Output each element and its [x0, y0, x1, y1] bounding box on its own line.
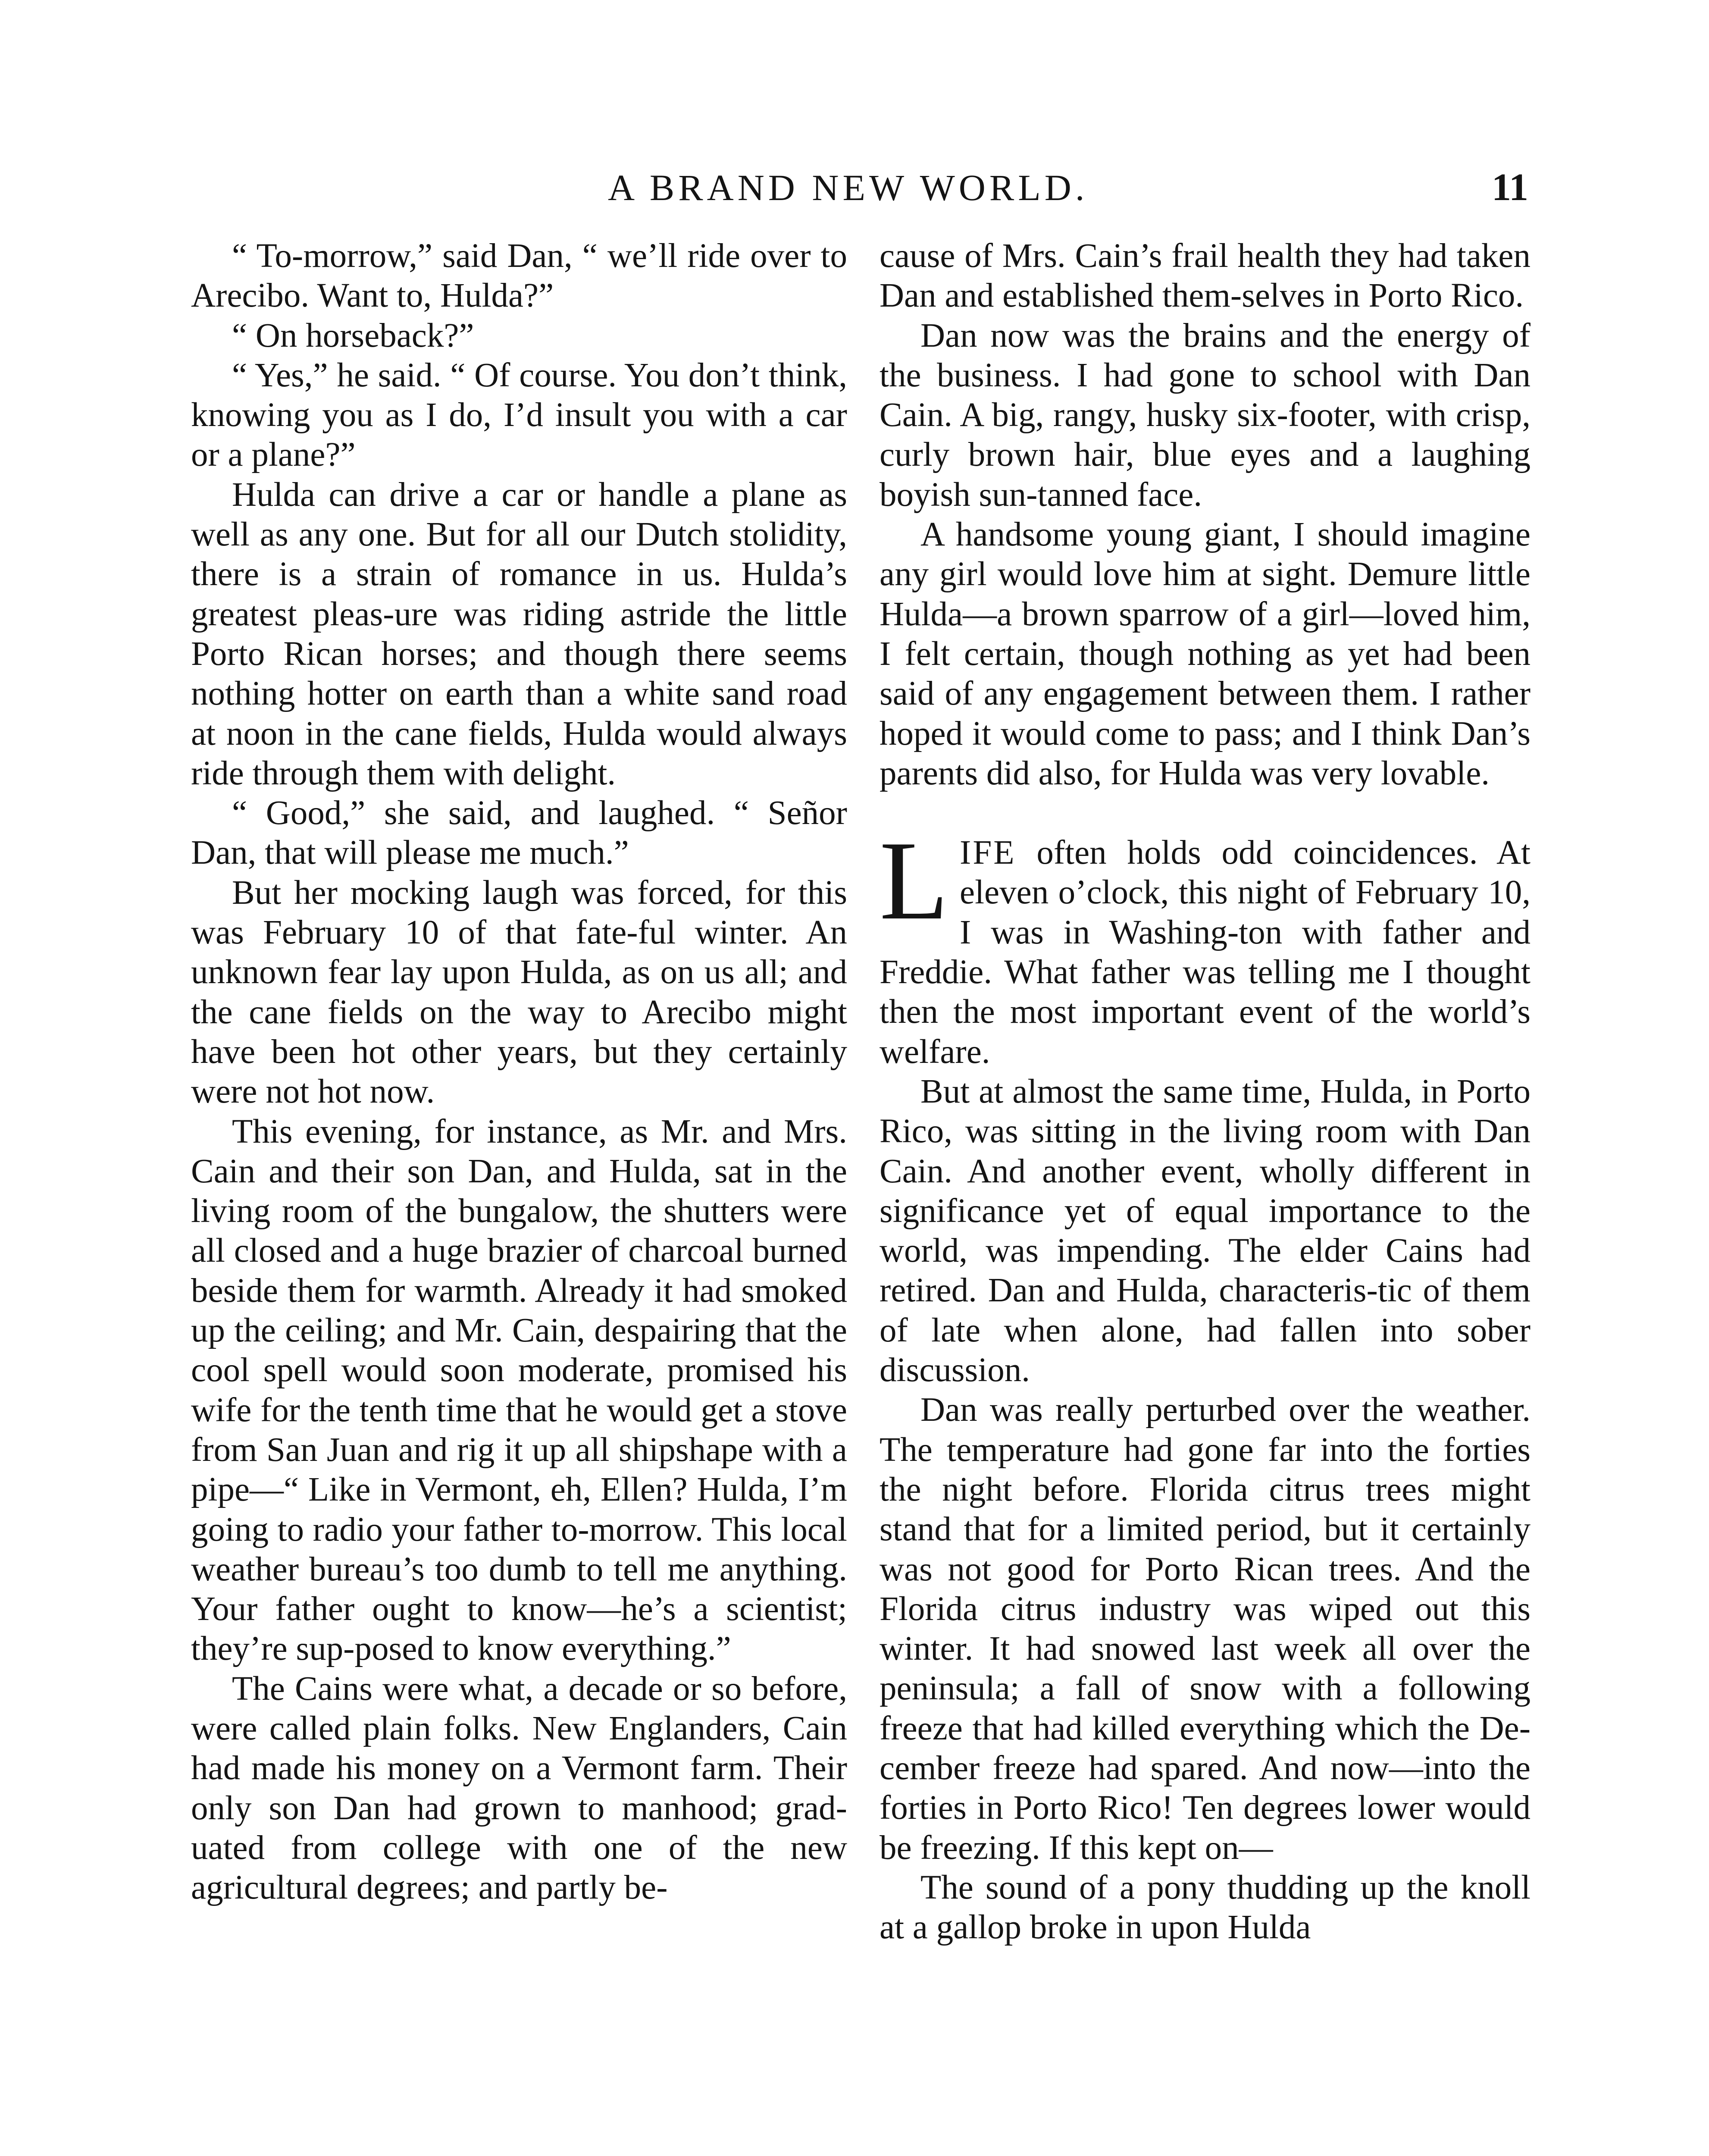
paragraph: But her mocking laugh was forced, for this was February 10 of that fate-ful winter. An unknown fear lay upon Hulda, as on us all; and the cane fields on the way to Arecibo might have been hot other years, but they certainly were not hot now.	[191, 874, 847, 1111]
paragraph: Dan now was the brains and the energy of the business. I had gone to school with Dan Cain. A big, rangy, husky six-footer, with crisp, curly brown hair, blue eyes and a laughing boyish sun-tanned face.	[880, 317, 1531, 514]
paragraph: The Cains were what, a decade or so before, were called plain folks. New Englanders, Cain had made his money on a Vermont farm. Their only son Dan had grown to manhood; grad-uated from college with one of the new agricultural degrees; and partly be-	[191, 1670, 847, 1907]
paragraph: “ Yes,” he said. “ Of course. You don’t think, knowing you as I do, I’d insult you with a car or a plane?”	[191, 356, 847, 474]
paragraph: The sound of a pony thudding up the knoll at a gallop broke in upon Hulda	[880, 1868, 1531, 1946]
paragraph: “ To-morrow,” said Dan, “ we’ll ride over to Arecibo. Want to, Hulda?”	[191, 237, 847, 315]
left-column	[191, 236, 847, 1908]
paragraph: This evening, for instance, as Mr. and Mrs. Cain and their son Dan, and Hulda, sat in the living room of the bungalow, the shutters were all closed and a huge brazier of charcoal burned beside them for warmth. Already it had smoked up the ceiling; and Mr. Cain, despairing that the cool spell would soon moderate, promised his wife for the tenth time that he would get a stove from San Juan and rig it up all shipshape with a pipe—“ Like in Vermont, eh, Ellen? Hulda, I’m going to radio your father to-morrow. This local weather bureau’s too dumb to tell me anything. Your father ought to know—he’s a scientist; they’re sup-posed to know everything.”	[191, 1112, 847, 1668]
right-column	[880, 236, 1531, 1947]
paragraph: A handsome young giant, I should imagine any girl would love him at sight. Demure little Hulda—a brown sparrow of a girl—loved him, I felt certain, though nothing as yet had been said of any engagement between them. I rather hoped it would come to pass; and I think Dan’s parents did also, for Hulda was very lovable.	[880, 516, 1531, 792]
running-title: A BRAND NEW WORLD.	[608, 167, 1089, 208]
paragraph: But at almost the same time, Hulda, in Porto Rico, was sitting in the living room with Dan Cain. And another event, wholly different in significance yet of equal importance to the world, was impending. The elder Cains had retired. Dan and Hulda, characteris-tic of them of late when alone, had fallen into sober discussion.	[880, 1072, 1531, 1389]
paragraph: “ On horseback?”	[232, 317, 474, 354]
continued-paragraph: cause of Mrs. Cain’s frail health they had taken Dan and established them-selves in Porto Rico.	[880, 237, 1531, 315]
opening-text: often holds odd coincidences. At eleven o’clock, this night of February 10, I was in Washing-ton with father and Freddie. What father was telling me I thought then the most important event of the world’s welfare.	[880, 834, 1531, 1071]
opening-small-caps: IFE	[960, 834, 1016, 872]
drop-cap: L	[880, 818, 949, 943]
page-number: 11	[1492, 166, 1529, 209]
paragraph: Dan was really perturbed over the weather. The temperature had gone far into the forties the night before. Florida citrus trees might stand that for a limited period, but it certainly was not good for Porto Rican trees. And the Florida citrus industry was wiped out this winter. It had snowed last week all over the peninsula; a fall of snow with a following freeze that had killed everything which the De-cember freeze had spared. And now—into the forties in Porto Rico! Ten degrees lower would be freezing. If this kept on—	[880, 1391, 1531, 1867]
paragraph: Hulda can drive a car or handle a plane as well as any one. But for all our Dutch stolidity, there is a strain of romance in us. Hulda’s greatest pleas-ure was riding astride the little Porto Rican horses; and though there seems nothing hotter on earth than a white sand road at noon in the cane fields, Hulda would always ride through them with delight.	[191, 476, 847, 792]
paragraph: “ Good,” she said, and laughed. “ Señor Dan, that will please me much.”	[191, 794, 847, 872]
section-opening-paragraph	[880, 818, 1531, 1072]
